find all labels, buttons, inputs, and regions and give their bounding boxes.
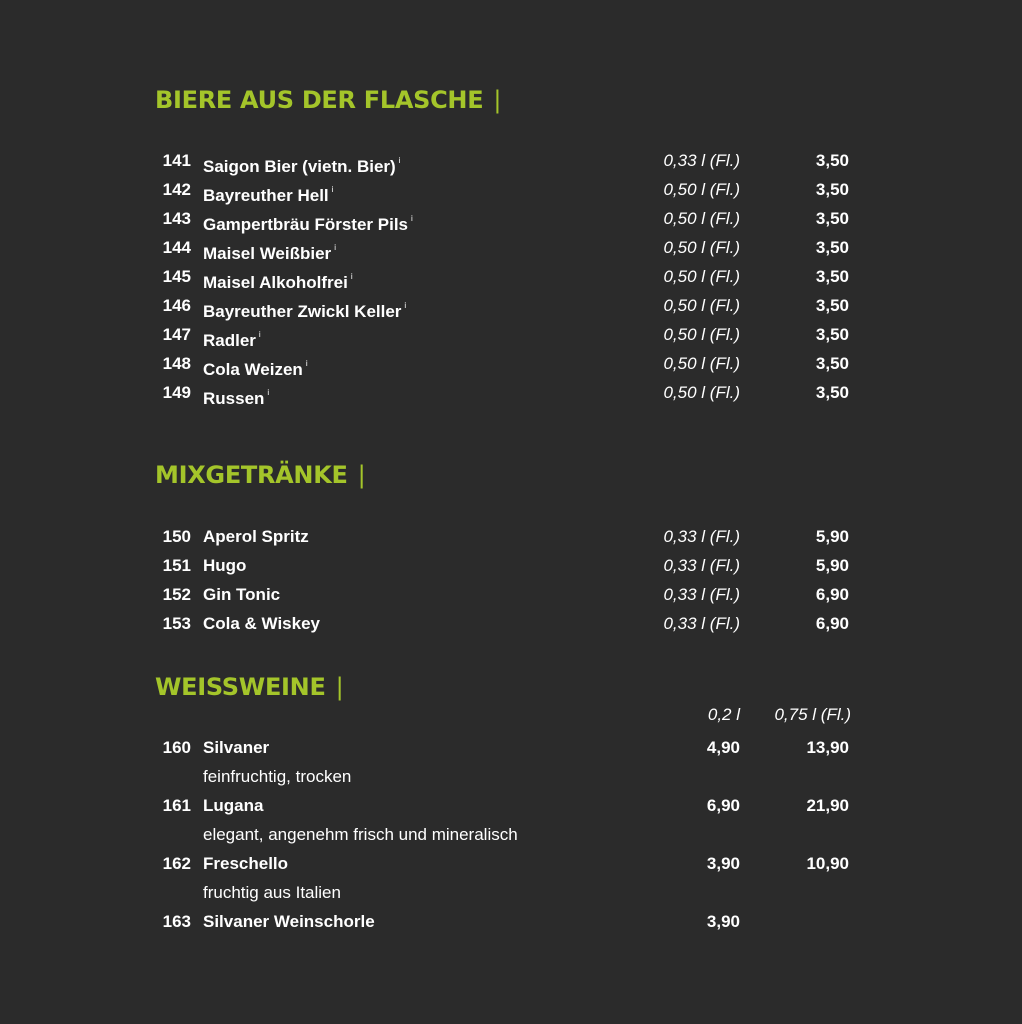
- column-header-large: 0,75 l (Fl.): [774, 705, 851, 724]
- item-price-large: 21,90: [806, 796, 849, 815]
- item-number: 163: [162, 912, 191, 931]
- item-price-large: 13,90: [806, 738, 849, 757]
- item-volume: 0,33 l (Fl.): [663, 527, 740, 546]
- item-price: 5,90: [815, 556, 849, 575]
- item-price-small: 6,90: [706, 796, 740, 815]
- item-price: 3,50: [815, 238, 849, 257]
- item-name: Maisel Weißbier $^i$: [203, 243, 336, 263]
- item-price-small: 4,90: [706, 738, 740, 757]
- section-title-beer: BIERE AUS DER FLASCHE |: [155, 86, 502, 114]
- column-header-small: 0,2 l: [707, 705, 740, 724]
- info-mark: i: [411, 214, 413, 223]
- menu-item: [0, 551, 1022, 580]
- item-description: elegant, angenehm frisch und mineralisch: [203, 825, 518, 844]
- menu-item: [0, 609, 1022, 638]
- item-price: 3,50: [815, 151, 849, 170]
- item-number: 160: [162, 738, 191, 757]
- item-number: 153: [162, 614, 191, 633]
- menu-item: [0, 204, 1022, 233]
- item-volume: 0,33 l (Fl.): [663, 556, 740, 575]
- item-price: 3,50: [815, 209, 849, 228]
- menu-item: [0, 522, 1022, 551]
- item-number: 151: [162, 556, 191, 575]
- item-name: Gin Tonic: [203, 585, 281, 604]
- item-price-large: 10,90: [806, 854, 849, 873]
- item-price: 3,50: [815, 383, 849, 402]
- info-mark: i: [267, 388, 270, 397]
- item-name: Maisel Alkoholfrei $^i$: [203, 272, 353, 292]
- item-volume: 0,50 l (Fl.): [663, 267, 740, 286]
- section-title-mix: MIXGETRÄNKE |: [155, 461, 366, 489]
- info-mark: i: [334, 243, 336, 252]
- item-name: Bayreuther Hell $^i$: [203, 185, 334, 205]
- menu-item: [0, 320, 1022, 349]
- item-name: Lugana: [203, 796, 264, 815]
- item-name: Saigon Bier (vietn. Bier) $^i$: [203, 156, 401, 176]
- menu-item: [0, 233, 1022, 262]
- menu-item: [0, 907, 1022, 936]
- item-number: 143: [162, 209, 191, 228]
- item-number: 152: [162, 585, 191, 604]
- item-volume: 0,50 l (Fl.): [663, 238, 740, 257]
- item-number: 147: [162, 325, 191, 344]
- menu-item: [0, 262, 1022, 291]
- item-name: Russen $^i$: [203, 388, 270, 408]
- menu-item: [0, 146, 1022, 175]
- item-name: Gampertbräu Förster Pils $^i$: [203, 214, 413, 234]
- menu-item: [0, 349, 1022, 378]
- item-number: 144: [162, 238, 191, 257]
- item-price-small: 3,90: [706, 854, 740, 873]
- item-volume: 0,33 l (Fl.): [663, 585, 740, 604]
- item-number: 162: [162, 854, 191, 873]
- item-volume: 0,50 l (Fl.): [663, 180, 740, 199]
- item-price: 3,50: [815, 296, 849, 315]
- item-price: 6,90: [815, 585, 849, 604]
- menu-item: [0, 378, 1022, 407]
- item-number: 161: [162, 796, 191, 815]
- item-volume: 0,50 l (Fl.): [663, 296, 740, 315]
- item-number: 145: [162, 267, 191, 286]
- item-price: 3,50: [815, 325, 849, 344]
- menu-item: [0, 791, 1022, 820]
- item-name: Bayreuther Zwickl Keller $^i$: [203, 301, 407, 321]
- item-name: Radler $^i$: [203, 330, 261, 350]
- item-number: 148: [162, 354, 191, 373]
- item-price: 5,90: [815, 527, 849, 546]
- info-mark: i: [305, 359, 308, 368]
- item-price: 6,90: [815, 614, 849, 633]
- item-name: Silvaner Weinschorle: [203, 912, 375, 931]
- item-number: 142: [162, 180, 191, 199]
- item-name: Cola Weizen $^i$: [203, 359, 308, 379]
- item-name: Aperol Spritz: [203, 527, 309, 546]
- item-number: 150: [162, 527, 191, 546]
- item-volume: 0,33 l (Fl.): [663, 614, 740, 633]
- menu-item: [0, 580, 1022, 609]
- info-mark: i: [331, 185, 334, 194]
- section-title-wine: WEISSWEINE |: [155, 673, 344, 701]
- item-price: 3,50: [815, 267, 849, 286]
- menu-item: [0, 849, 1022, 878]
- item-volume: 0,50 l (Fl.): [663, 325, 740, 344]
- item-description: feinfruchtig, trocken: [203, 767, 352, 786]
- item-volume: 0,50 l (Fl.): [663, 383, 740, 402]
- menu-item: [0, 175, 1022, 204]
- item-name: Silvaner: [203, 738, 270, 757]
- item-description: fruchtig aus Italien: [203, 883, 341, 902]
- item-name: Hugo: [203, 556, 247, 575]
- item-number: 146: [162, 296, 191, 315]
- item-number: 141: [162, 151, 191, 170]
- info-mark: i: [398, 156, 401, 165]
- menu-item: [0, 733, 1022, 762]
- info-mark: i: [350, 272, 353, 281]
- item-number: 149: [162, 383, 191, 402]
- menu-item: [0, 291, 1022, 320]
- item-volume: 0,33 l (Fl.): [663, 151, 740, 170]
- item-price: 3,50: [815, 354, 849, 373]
- item-price-small: 3,90: [706, 912, 740, 931]
- item-volume: 0,50 l (Fl.): [663, 354, 740, 373]
- info-mark: i: [404, 301, 407, 310]
- info-mark: i: [258, 330, 261, 339]
- item-name: Freschello: [203, 854, 289, 873]
- item-volume: 0,50 l (Fl.): [663, 209, 740, 228]
- item-price: 3,50: [815, 180, 849, 199]
- item-name: Cola & Wiskey: [203, 614, 320, 633]
